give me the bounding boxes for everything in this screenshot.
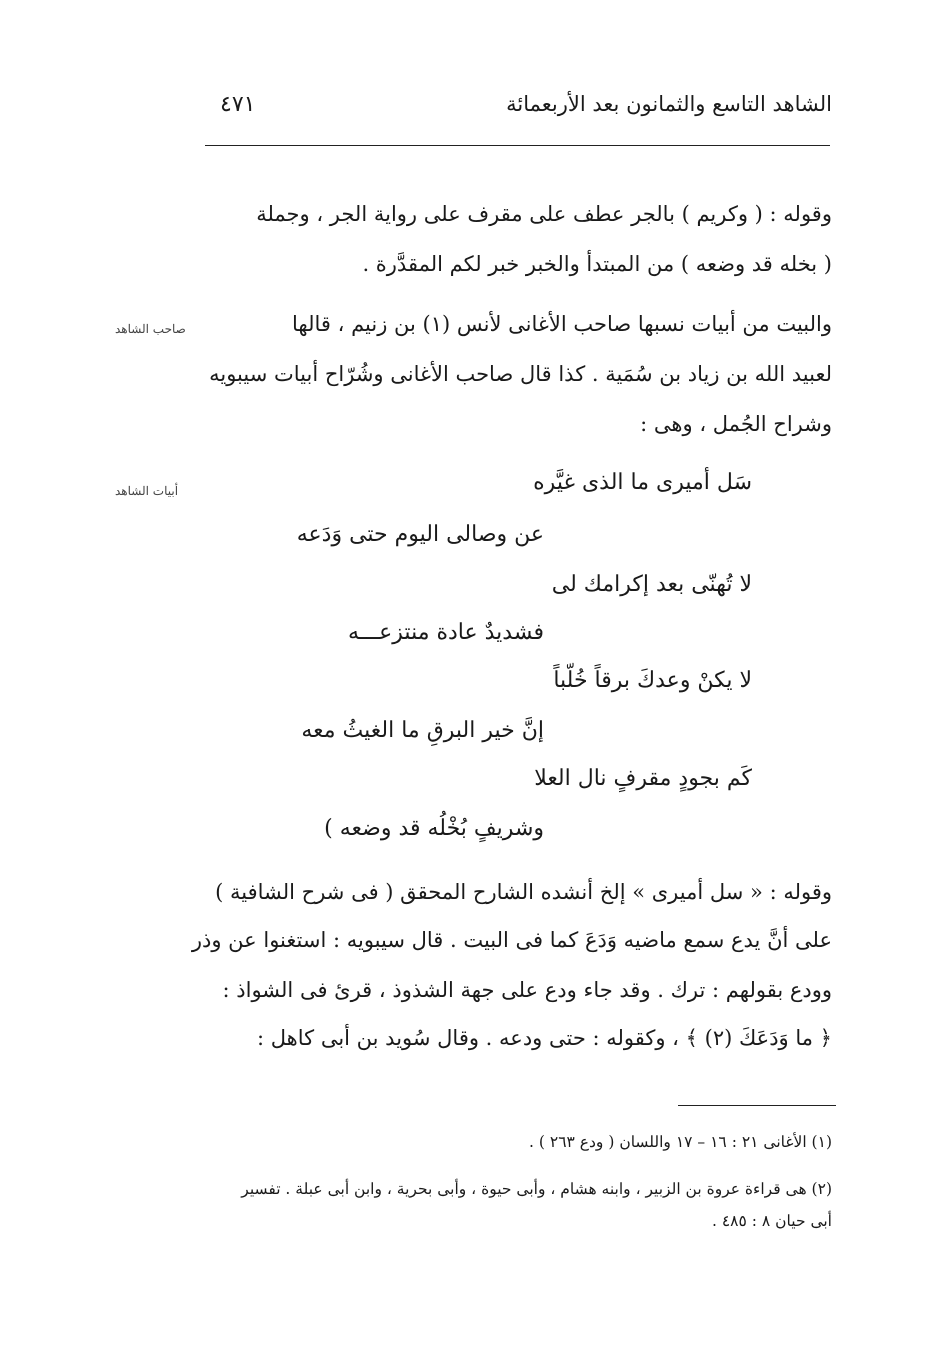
- paragraph-2-line-1: والبيت من أبيات نسبها صاحب الأغانى لأنس (١) بن زنيم ، قالها: [292, 312, 832, 336]
- verse-2: عن وصالى اليوم حتى وَدَعه: [296, 522, 544, 547]
- header-rule: [205, 145, 830, 146]
- footnote-rule: [678, 1105, 836, 1106]
- verse-4: فشديدٌ عادة منتزعـــه: [348, 620, 544, 645]
- page-number: ٤٧١: [220, 92, 256, 117]
- paragraph-3-line-3: وودع بقولهم : ترك . وقد جاء ودع على جهة الشذوذ ، قرئ فى الشواذ :: [222, 978, 832, 1002]
- verse-3: لا تُهنّى بعد إكرامك لى: [551, 572, 752, 597]
- margin-note-verses: أبيات الشاهد: [115, 484, 179, 498]
- paragraph-3-line-2: على أنَّ يدع سمع ماضيه وَدَعَ كما فى البيت . قال سيبويه : استغنوا عن وذر: [191, 928, 832, 952]
- paragraph-2-line-3: وشراح الجُمل ، وهى :: [640, 412, 832, 436]
- verse-8: وشريفٍ بُخْلُه قد وضعه ): [324, 816, 544, 841]
- paragraph-1-line-2: ( بخله قد وضعه ) من المبتدأ والخبر خبر لكم المقدَّرة .: [362, 252, 832, 276]
- verse-6: إنَّ خير البرقِ ما الغيثُ معه: [301, 718, 544, 743]
- paragraph-1-line-1: وقوله : ( وكريم ) بالجر عطف على مقرف على رواية الجر ، وجملة: [256, 202, 832, 226]
- verse-1: سَل أميرى ما الذى غيَّره: [533, 470, 752, 495]
- running-head: الشاهد التاسع والثمانون بعد الأربعمائة: [506, 92, 832, 116]
- paragraph-3-line-4: ﴿ ما وَدَعَكَ (٢) ﴾ ، وكقوله : حتى ودعه . وقال سُويد بن أبى كاهل :: [257, 1026, 832, 1050]
- footnote-1: (١) الأغانى ٢١ : ١٦ – ١٧ واللسان ( ودع ٢٦٣ ) .: [529, 1133, 832, 1151]
- paragraph-2-line-2: لعبيد الله بن زياد بن سُمَية . كذا قال صاحب الأغانى وشُرّاح أبيات سيبويه: [209, 362, 832, 386]
- footnote-2-line-1: (٢) هى قراءة عروة بن الزبير ، وابنه هشام ، وأبى حيوة ، وأبى بحرية ، وابن أبى عبلة . تفسير: [241, 1180, 832, 1198]
- verse-5: لا يكنْ وعدكَ برقاً خُلّباً: [553, 668, 752, 693]
- verse-7: كَم بجودٍ مقرفٍ نال العلا: [534, 766, 752, 791]
- paragraph-3-line-1: وقوله : « سل أميرى » إلخ أنشده الشارح المحقق ( فى شرح الشافية ): [215, 880, 832, 904]
- footnote-2-line-2: أبى حيان ٨ : ٤٨٥ .: [711, 1212, 832, 1230]
- margin-note-author: صاحب الشاهد: [115, 322, 186, 336]
